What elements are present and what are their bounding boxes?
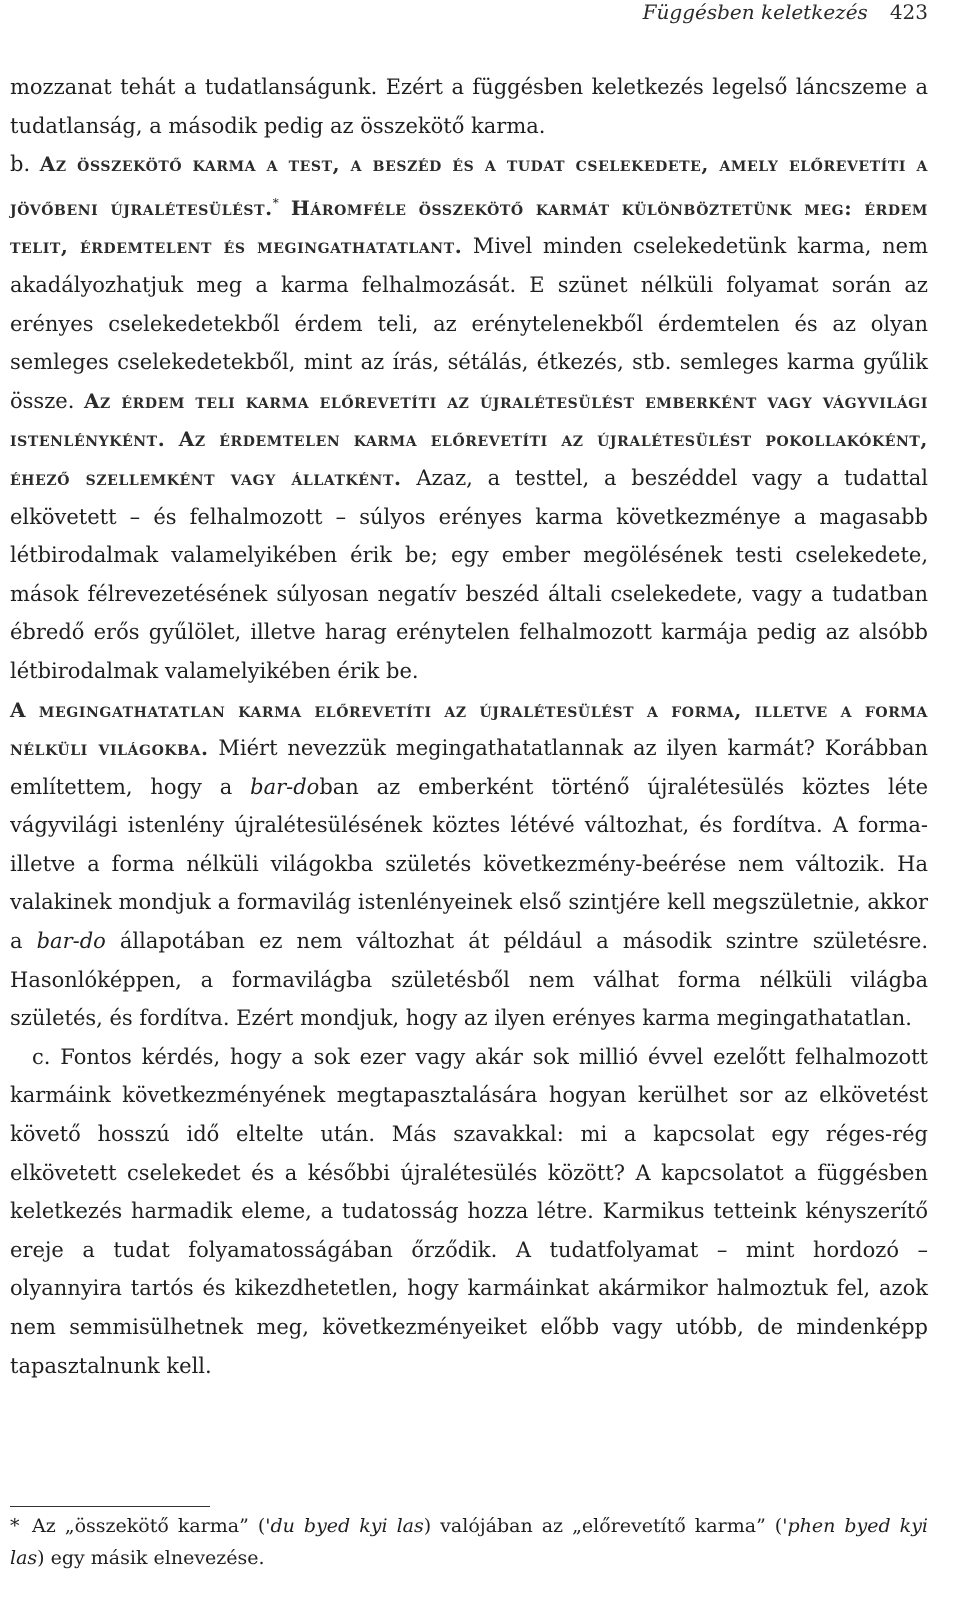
running-header (643, 0, 928, 30)
emphasis-unshakable-karma: A megingathatatlan karma előrevetíti az újralétesülést a forma, illetve a forma nélküli világokba. (10, 697, 928, 761)
paragraph-1-text: mozzanat tehát a tudatlanságunk. Ezért a függésben keletkezés legelső láncszeme a tudatlanság, a második pedig az összekötő karma. (10, 75, 928, 138)
footnote (10, 1510, 928, 1574)
paragraph-4-text: c. Fontos kérdés, hogy a sok ezer vagy akár sok millió évvel ezelőtt felhalmozott karmáink következményének megtapasztalására hogyan kerülhet sor az elkövetést követő hosszú idő eltelte után. Más szavakkal: mi a kapcsolat egy réges-rég elkövetett cselekedet és a későbbi újralétesülés között? A kapcsolatot a függésben keletkezés harmadik eleme, a tudatosság hozza létre. Karmikus tetteink kényszerítő ereje a tudat folyamatosságában őrződik. A tudatfolyamat – mint hordozó – olyannyira tartós és kikezdhetetlen, hogy karmáinkat akármikor halmoztuk fel, azok nem semmisülhetnek meg, következményeiket előbb vagy utóbb, de mindenképp tapasztalnunk kell. (10, 1044, 928, 1378)
footnote-text-c: ) egy másik elnevezése. (37, 1547, 265, 1569)
page-number: 423 (889, 0, 928, 24)
paragraph-3-text-c: állapotában ez nem változhat át például a második szintre születésre. Hasonlóképpen, a formavilágba születésből nem válhat forma nélküli világba születés, és fordítva. Ezért mondjuk, hogy az ilyen erényes karma megingathatatlan. (10, 929, 928, 1031)
paragraph-3 (10, 691, 928, 1038)
item-label-b: b. (10, 152, 40, 177)
paragraph-3-text-a: Miért nevezzük megingathatatlannak az ilyen karmát? Korábban említettem, hogy a (10, 736, 928, 799)
emphasis-karma-types: Háromféle összekötő karmát különböztetünk meg: érdem telit, érdemtelent és megingathatatlant. (10, 195, 928, 259)
footnote-italic-1: 'du byed kyi las (265, 1515, 424, 1537)
footnote-text-b: ) valójában az „előrevetítő karma” ( (423, 1515, 783, 1537)
running-title: Függésben keletkezés (642, 0, 868, 24)
paragraph-3-text-b: ban az emberként történő újralétesülés köztes léte vágyvilági istenlény újralétesülésének köztes létévé változhat, és fordítva. A forma- illetve a forma nélküli világokba születés következmény-beérése nem változik. Ha valakinek mondjuk a formavilág istenlényeinek első szintjére kell megszületnie, akkor a (10, 774, 928, 954)
italic-term-bardo-2: bar-do (36, 929, 106, 954)
paragraph-2-text: Mivel minden cselekedetünk karma, nem akadályozhatjuk meg a karma felhalmozását. E szünet nélküli folyamat során az erényes cselekedetekből érdem teli, az erénytelenekből érdemtelen és az olyan semleges cselekedetekből, mint az írás, sétálás, étkezés, stb. semleges karma gyűlik össze. (10, 234, 928, 413)
paragraph-2 (10, 145, 928, 690)
footnote-mark: * (10, 1515, 20, 1537)
emphasis-merit-karma: Az érdem teli karma előrevetíti az újralétesülést emberként vagy vágyvilági istenlényként. Az érdemtelen karma előrevetíti az újralétesülést pokollakóként, éhező szellemként vagy állatként. (10, 388, 928, 490)
footnote-text-a: Az „összekötő karma” ( (32, 1515, 266, 1537)
paragraph-2-text-cont: Azaz, a testtel, a beszéddel vagy a tudattal elkövetett – és felhalmozott – súlyos erényes karma következménye a magasabb létbirodalmak valamelyikében érik be; egy ember megölésének testi cselekedete, mások félrevezetésének súlyosan negatív beszéd általi cselekedete, vagy a tudatban ébredő erős gyűlölet, illetve harag erénytelen felhalmozott karmája pedig az alsóbb létbirodalmak valamelyikében érik be. (10, 465, 928, 683)
emphasis-heading-b: Az összekötő karma a test, a beszéd és a tudat cselekedete, amely előrevetíti a jövőbeni újralétesülést. (10, 152, 928, 220)
italic-term-bardo-1: bar-do (250, 774, 320, 799)
paragraph-4 (10, 1038, 928, 1385)
main-text (10, 68, 928, 1385)
footnote-rule (10, 1506, 210, 1507)
paragraph-1 (10, 68, 928, 145)
footnote-italic-2: 'phen byed kyi las (10, 1515, 929, 1569)
footnote-reference: * (272, 195, 279, 210)
